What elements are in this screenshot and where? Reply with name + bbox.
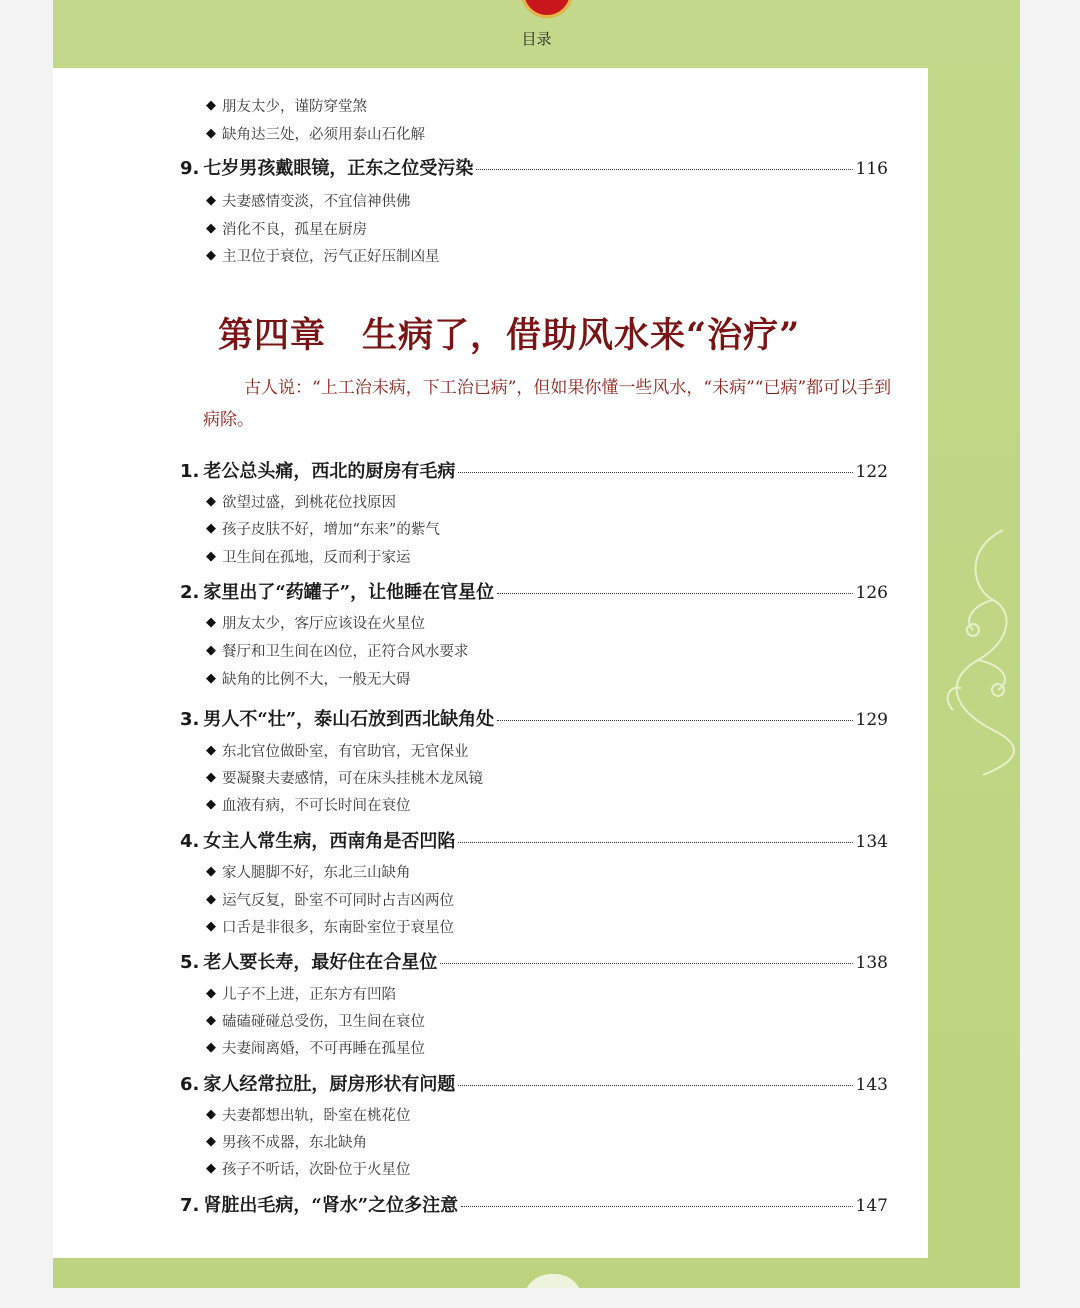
toc-subitem: ◆ 夫妻感情变淡，不宜信神供佛 [206,192,411,210]
diamond-bullet-icon: ◆ [206,1160,216,1176]
diamond-bullet-icon: ◆ [206,493,216,509]
leader-dots [497,593,852,594]
diamond-bullet-icon: ◆ [206,125,216,141]
toc-entry-5[interactable]: 5. 老人要长寿，最好住在合星位 138 [180,952,888,973]
toc-subitem: ◆ 消化不良，孤星在厨房 [206,220,367,238]
leader-dots [458,472,852,473]
diamond-bullet-icon: ◆ [206,1106,216,1122]
book-page [53,0,1020,1288]
toc-subitem: ◆ 餐厅和卫生间在凶位，正符合风水要求 [206,642,469,660]
diamond-bullet-icon: ◆ [206,1133,216,1149]
toc-subitem: ◆ 要凝聚夫妻感情，可在床头挂桃木龙凤镜 [206,769,483,787]
toc-subitem: ◆ 缺角的比例不大，一般无大碍 [206,670,411,688]
toc-entry-4[interactable]: 4. 女主人常生病，西南角是否凹陷 134 [180,831,888,852]
toc-subitem: ◆ 东北官位做卧室，有官助官，无官保业 [206,742,469,760]
toc-subitem: ◆ 缺角达三处，必须用泰山石化解 [206,125,425,143]
diamond-bullet-icon: ◆ [206,220,216,236]
toc-subitem: ◆ 口舌是非很多，东南卧室位于衰星位 [206,918,454,936]
toc-subitem: ◆ 家人腿脚不好，东北三山缺角 [206,863,411,881]
chapter-intro: 古人说：“上工治未病，下工治已病”，但如果你懂一些风水，“未病”“已病”都可以手到病除。 [203,378,892,430]
toc-subitem: ◆ 儿子不上进，正东方有凹陷 [206,985,396,1003]
diamond-bullet-icon: ◆ [206,247,216,263]
diamond-bullet-icon: ◆ [206,548,216,564]
toc-entry-3[interactable]: 3. 男人不“壮”，泰山石放到西北缺角处 129 [180,709,888,730]
diamond-bullet-icon: ◆ [206,642,216,658]
leader-dots [440,963,852,964]
leader-dots [461,1206,852,1207]
toc-subitem: ◆ 孩子不听话，次卧位于火星位 [206,1160,411,1178]
diamond-bullet-icon: ◆ [206,863,216,879]
toc-subitem: ◆ 磕磕碰碰总受伤，卫生间在衰位 [206,1012,425,1030]
diamond-bullet-icon: ◆ [206,918,216,934]
toc-subitem: ◆ 主卫位于衰位，污气正好压制凶星 [206,247,440,265]
toc-entry-7[interactable]: 7. 肾脏出毛病，“肾水”之位多注意 147 [180,1195,888,1216]
toc-subitem: ◆ 朋友太少，客厅应该设在火星位 [206,614,425,632]
toc-subitem: ◆ 卫生间在孤地，反而利于家运 [206,548,411,566]
diamond-bullet-icon: ◆ [206,614,216,630]
toc-entry-1[interactable]: 1. 老公总头痛，西北的厨房有毛病 122 [180,461,888,482]
page-bottom-tab [523,1274,583,1288]
toc-entry-9[interactable]: 9. 七岁男孩戴眼镜，正东之位受污染 116 [180,158,888,179]
toc-subitem: ◆ 男孩不成器，东北缺角 [206,1133,367,1151]
diamond-bullet-icon: ◆ [206,985,216,1001]
diamond-bullet-icon: ◆ [206,742,216,758]
diamond-bullet-icon: ◆ [206,769,216,785]
chapter-title: 第四章 生病了，借助风水来“治疗” [218,315,801,356]
toc-subitem: ◆ 血液有病，不可长时间在衰位 [206,796,411,814]
diamond-bullet-icon: ◆ [206,192,216,208]
toc-content-panel [53,68,928,1258]
leader-dots [497,720,852,721]
header-ornament-icon [521,0,573,18]
toc-subitem: ◆ 夫妻都想出轨，卧室在桃花位 [206,1106,411,1124]
diamond-bullet-icon: ◆ [206,796,216,812]
toc-entry-2[interactable]: 2. 家里出了“药罐子”，让他睡在官星位 126 [180,582,888,603]
diamond-bullet-icon: ◆ [206,97,216,113]
toc-subitem: ◆ 欲望过盛，到桃花位找原因 [206,493,396,511]
page-header-title: 目录 [521,30,552,48]
toc-subitem: ◆ 朋友太少，谨防穿堂煞 [206,97,367,115]
diamond-bullet-icon: ◆ [206,1039,216,1055]
diamond-bullet-icon: ◆ [206,670,216,686]
leader-dots [458,1085,852,1086]
toc-subitem: ◆ 孩子皮肤不好，增加“东来”的紫气 [206,520,440,538]
leader-dots [476,169,852,170]
diamond-bullet-icon: ◆ [206,1012,216,1028]
leader-dots [458,842,852,843]
floral-vine-icon [933,520,1020,780]
diamond-bullet-icon: ◆ [206,891,216,907]
diamond-bullet-icon: ◆ [206,520,216,536]
toc-subitem: ◆ 运气反复，卧室不可同时占吉凶两位 [206,891,454,909]
toc-entry-6[interactable]: 6. 家人经常拉肚，厨房形状有问题 143 [180,1074,888,1095]
toc-subitem: ◆ 夫妻闹离婚，不可再睡在孤星位 [206,1039,425,1057]
